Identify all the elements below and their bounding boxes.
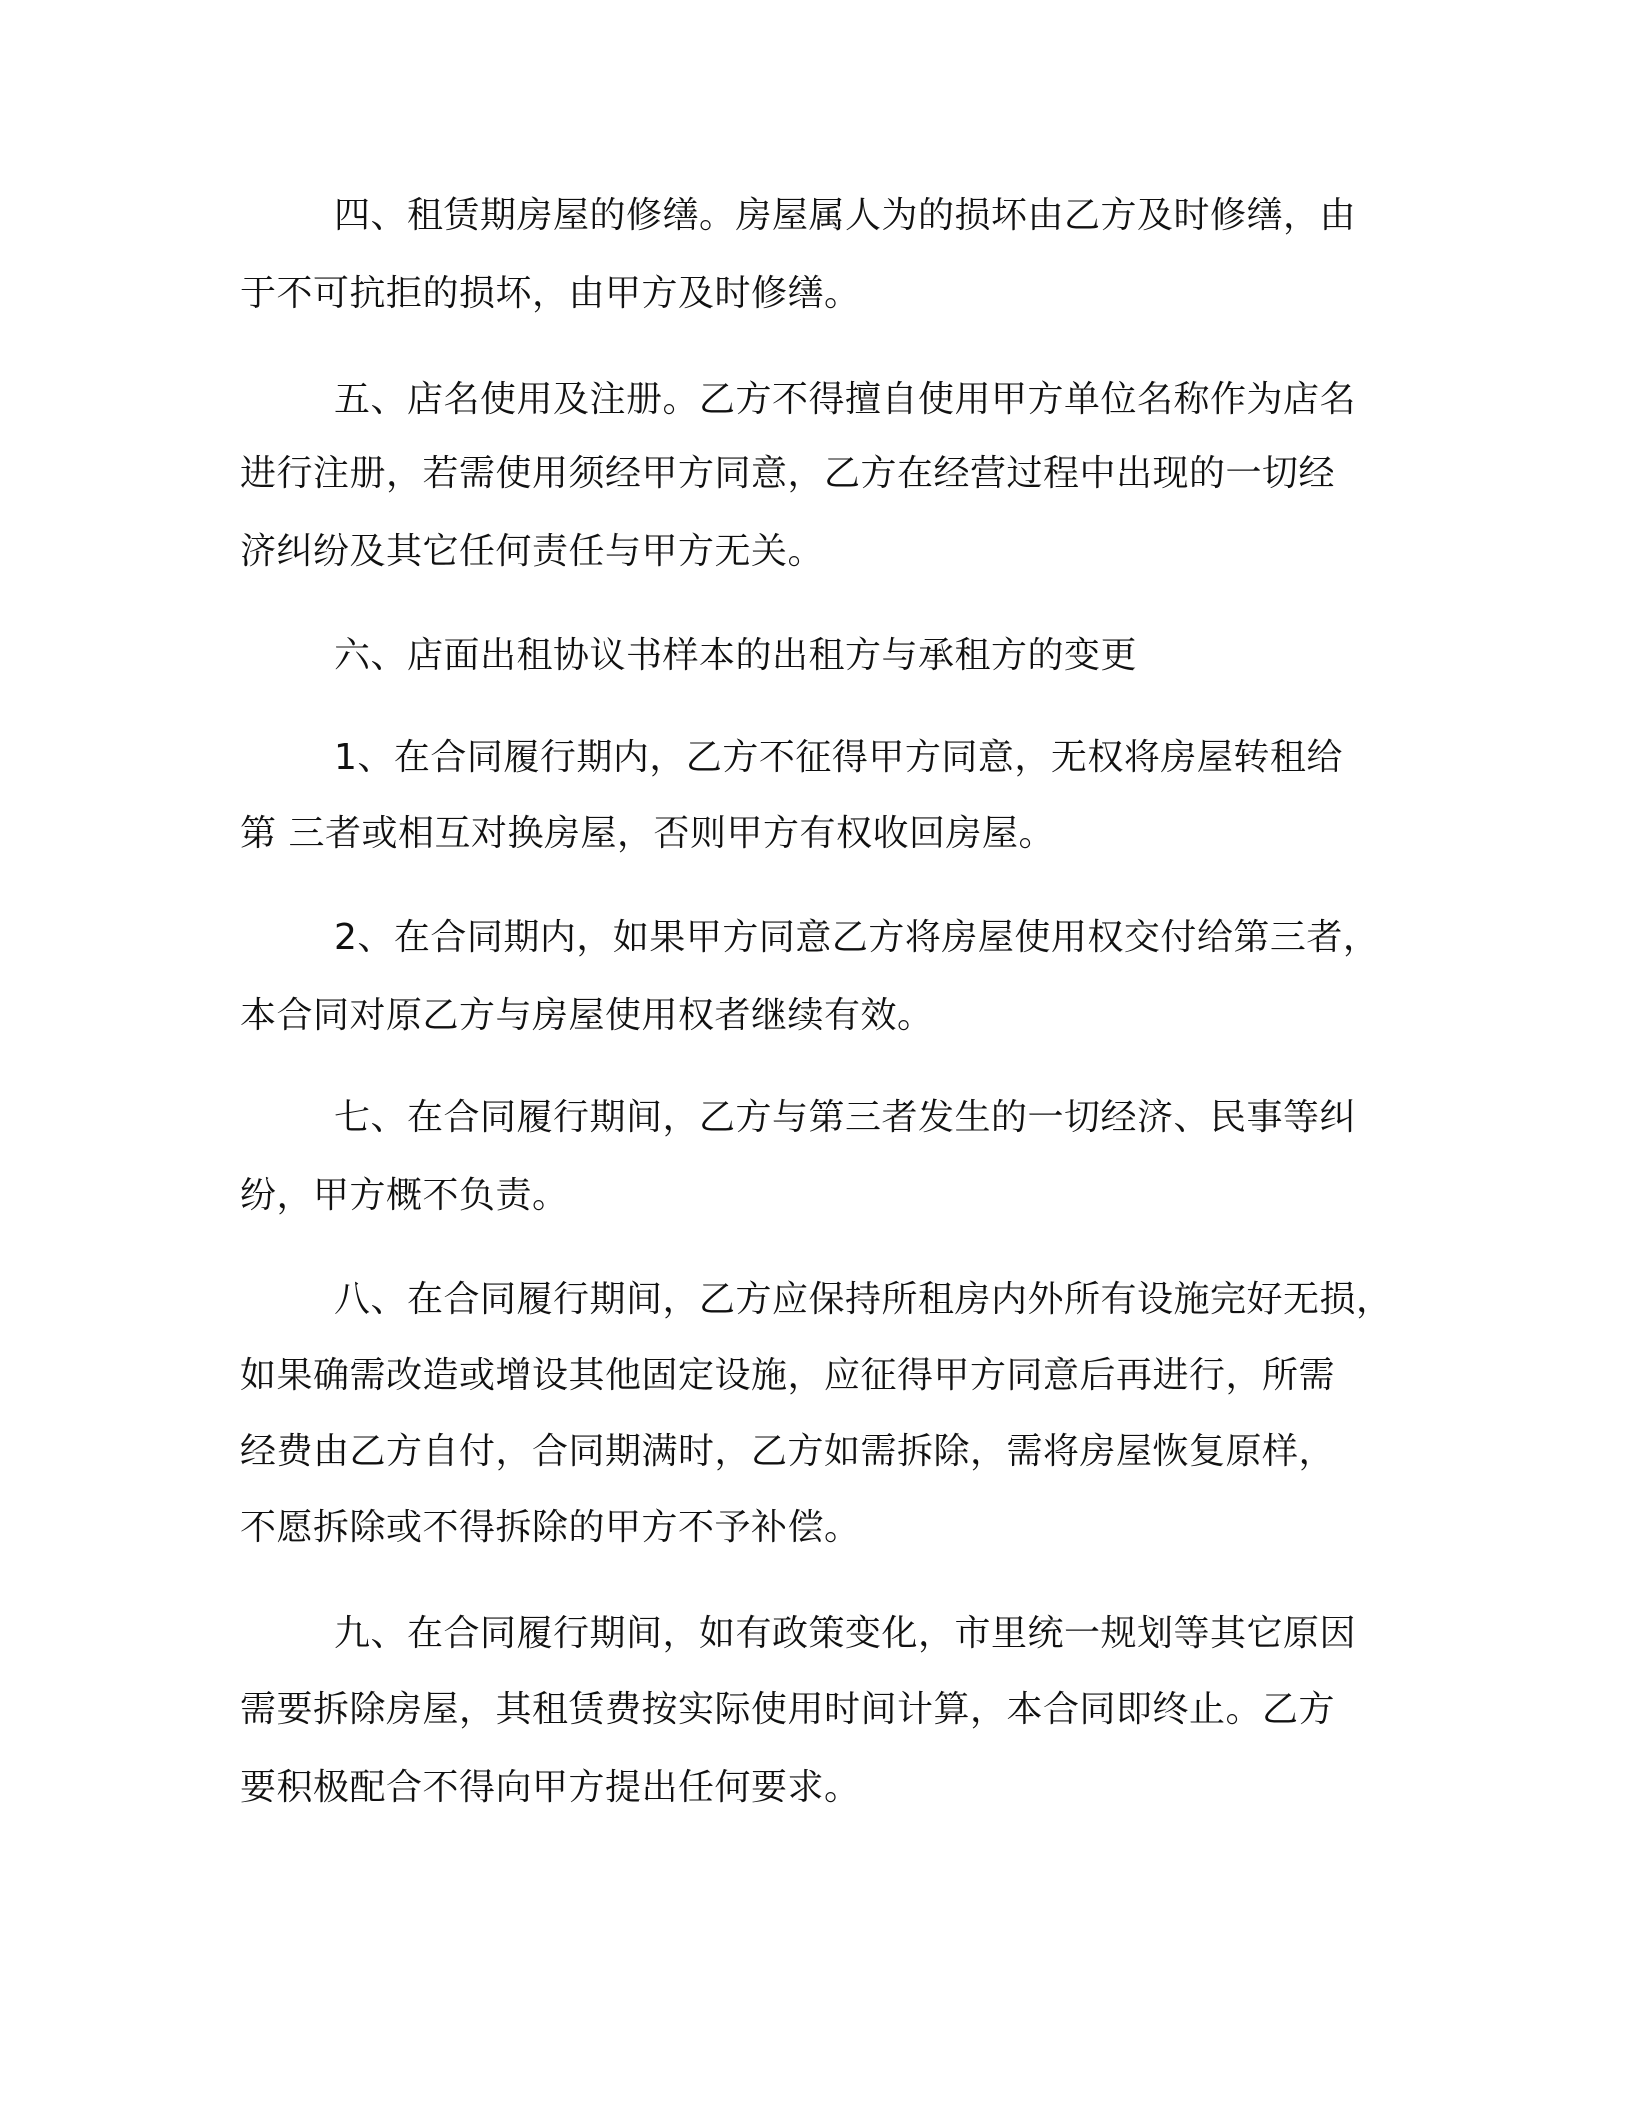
paragraph-5-line-1: 五、店名使用及注册。乙方不得擅自使用甲方单位名称作为店名 xyxy=(334,379,1357,420)
paragraph-6-2-line-2: 本合同对原乙方与房屋使用权者继续有效。 xyxy=(240,995,934,1036)
paragraph-8-line-4: 不愿拆除或不得拆除的甲方不予补偿。 xyxy=(240,1507,861,1548)
paragraph-6-2-line-1: 2、在合同期内，如果甲方同意乙方将房屋使用权交付给第三者， xyxy=(334,917,1380,958)
paragraph-7-line-1: 七、在合同履行期间，乙方与第三者发生的一切经济、民事等纠 xyxy=(334,1097,1357,1138)
paragraph-6-line-1: 六、店面出租协议书样本的出租方与承租方的变更 xyxy=(334,635,1138,676)
paragraph-4-line-2: 于不可抗拒的损坏，由甲方及时修缮。 xyxy=(240,273,861,314)
paragraph-4-line-1: 四、租赁期房屋的修缮。房屋属人为的损坏由乙方及时修缮，由 xyxy=(334,195,1357,236)
paragraph-8-line-1: 八、在合同履行期间，乙方应保持所租房内外所有设施完好无损， xyxy=(334,1279,1393,1320)
paragraph-9-line-2: 需要拆除房屋，其租赁费按实际使用时间计算，本合同即终止。乙方 xyxy=(240,1689,1336,1730)
paragraph-6-1-line-1: 1、在合同履行期内，乙方不征得甲方同意，无权将房屋转租给 xyxy=(334,737,1343,778)
paragraph-9-line-1: 九、在合同履行期间，如有政策变化，市里统一规划等其它原因 xyxy=(334,1613,1357,1654)
paragraph-5-line-2: 进行注册，若需使用须经甲方同意，乙方在经营过程中出现的一切经 xyxy=(240,453,1336,494)
paragraph-6-1-line-2: 第 三者或相互对换房屋，否则甲方有权收回房屋。 xyxy=(240,813,1055,854)
paragraph-9-line-3: 要积极配合不得向甲方提出任何要求。 xyxy=(240,1767,861,1808)
paragraph-8-line-2: 如果确需改造或增设其他固定设施，应征得甲方同意后再进行，所需 xyxy=(240,1355,1336,1396)
paragraph-7-line-2: 纷，甲方概不负责。 xyxy=(240,1175,569,1216)
paragraph-8-line-3: 经费由乙方自付，合同期满时，乙方如需拆除，需将房屋恢复原样， xyxy=(240,1431,1336,1472)
paragraph-5-line-3: 济纠纷及其它任何责任与甲方无关。 xyxy=(240,531,825,572)
